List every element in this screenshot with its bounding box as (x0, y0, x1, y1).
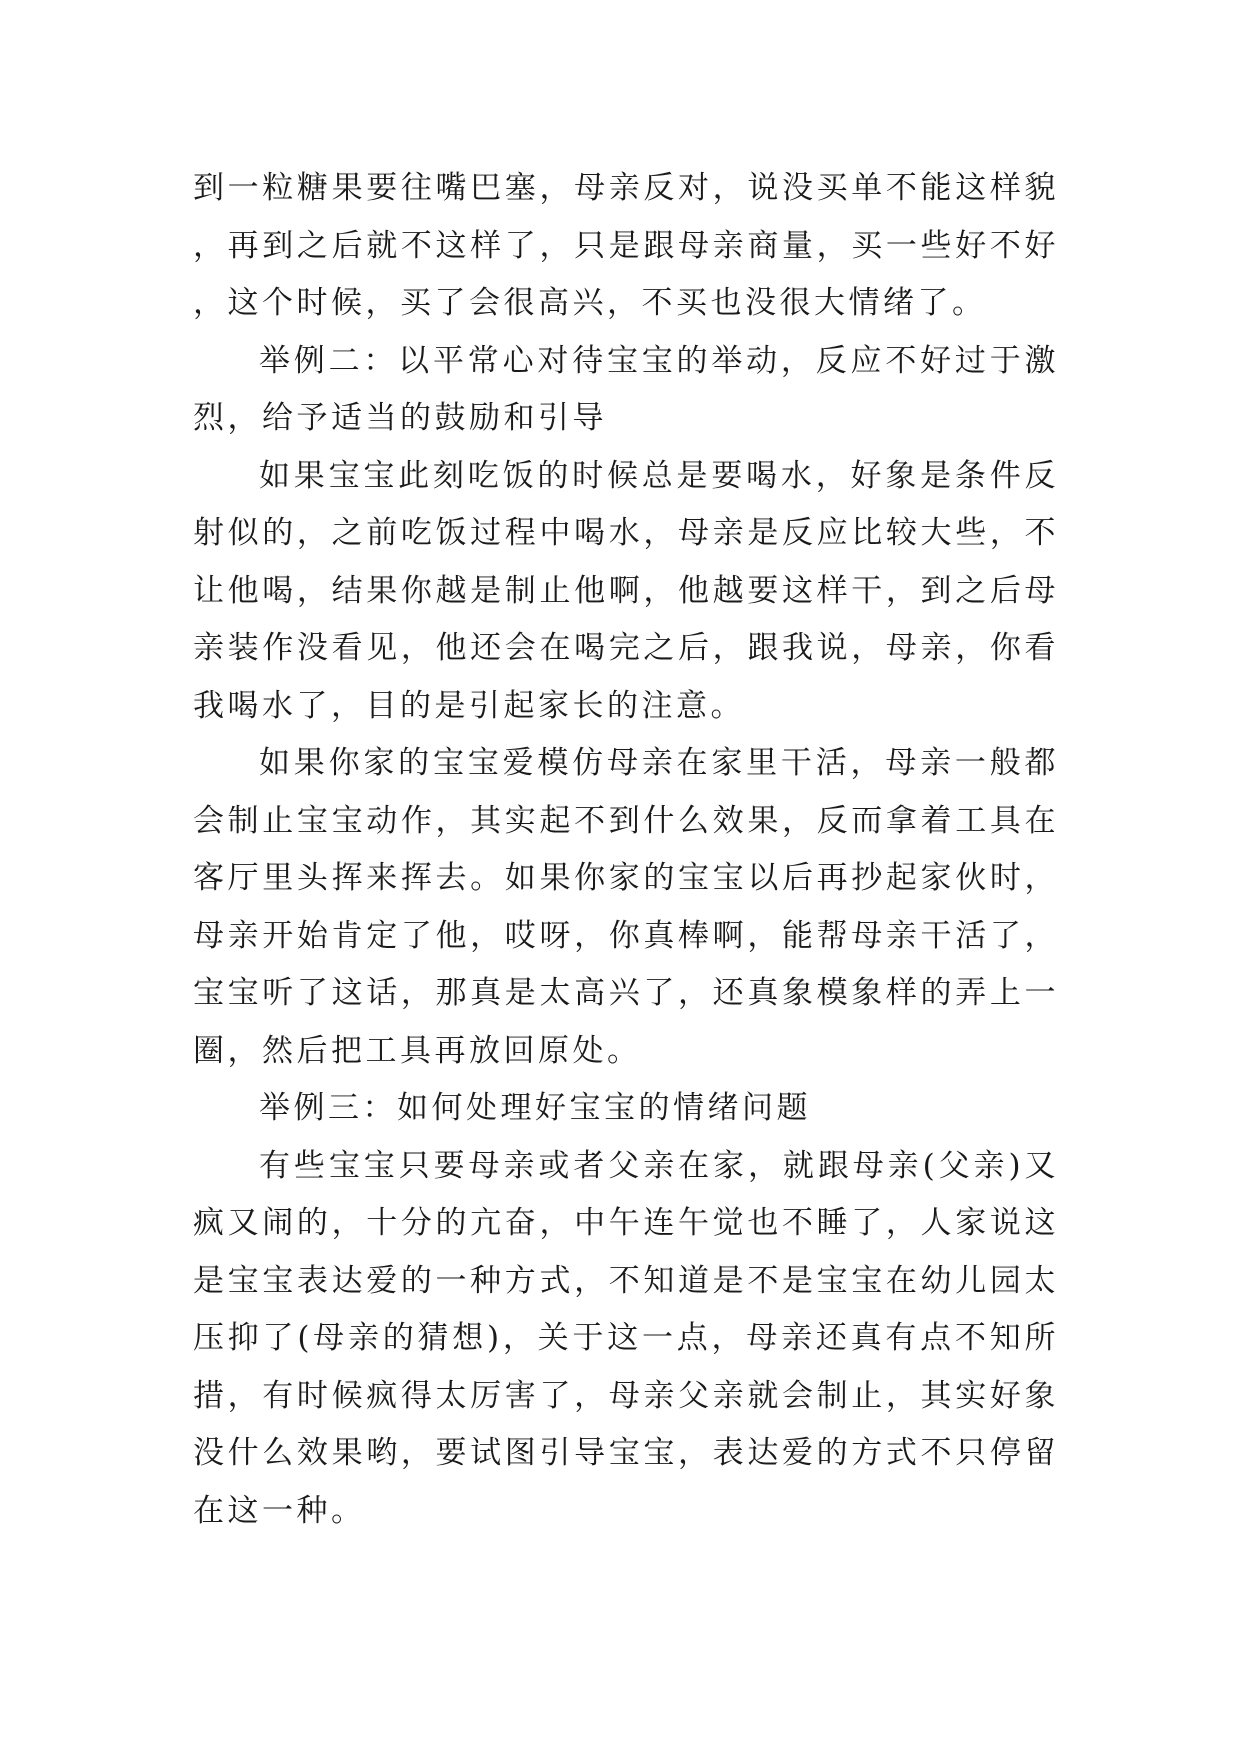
paragraph-drinking-water: 如果宝宝此刻吃饭的时候总是要喝水，好象是条件反射似的，之前吃饭过程中喝水，母亲是反应比较大些，不让他喝，结果你越是制止他啊，他越要这样干，到之后母亲装作没看见，他还会在喝完之后，跟我说，母亲，你看我喝水了，目的是引起家长的注意。 (193, 457, 1059, 724)
paragraph-emotions: 有些宝宝只要母亲或者父亲在家，就跟母亲(父亲)又疯又闹的，十分的亢奋，中午连午觉也不睡了，人家说这是宝宝表达爱的一种方式，不知道是不是宝宝在幼儿园太压抑了(母亲的猜想)，关于这一点，母亲还真有点不知所措，有时候疯得太厉害了，母亲父亲就会制止，其实好象没什么效果哟，要试图引导宝宝，表达爱的方式不只停留在这一种。 (193, 1147, 1059, 1529)
paragraph-example-three-heading: 举例三：如何处理好宝宝的情绪问题 (259, 1090, 811, 1126)
document-body (193, 160, 1059, 1540)
paragraph-imitating-chores: 如果你家的宝宝爱模仿母亲在家里干活，母亲一般都会制止宝宝动作，其实起不到什么效果，反而拿着工具在客厅里头挥来挥去。如果你家的宝宝以后再抄起家伙时，母亲开始肯定了他，哎呀，你真棒啊，能帮母亲干活了，宝宝听了这话，那真是太高兴了，还真象模象样的弄上一圈，然后把工具再放回原处。 (193, 745, 1059, 1069)
paragraph-example-two-heading: 举例二：以平常心对待宝宝的举动，反应不好过于激烈，给予适当的鼓励和引导 (193, 342, 1059, 436)
paragraph-continuation: 到一粒糖果要往嘴巴塞，母亲反对，说没买单不能这样貌，再到之后就不这样了，只是跟母亲商量，买一些好不好，这个时候，买了会很高兴，不买也没很大情绪了。 (193, 170, 1059, 321)
